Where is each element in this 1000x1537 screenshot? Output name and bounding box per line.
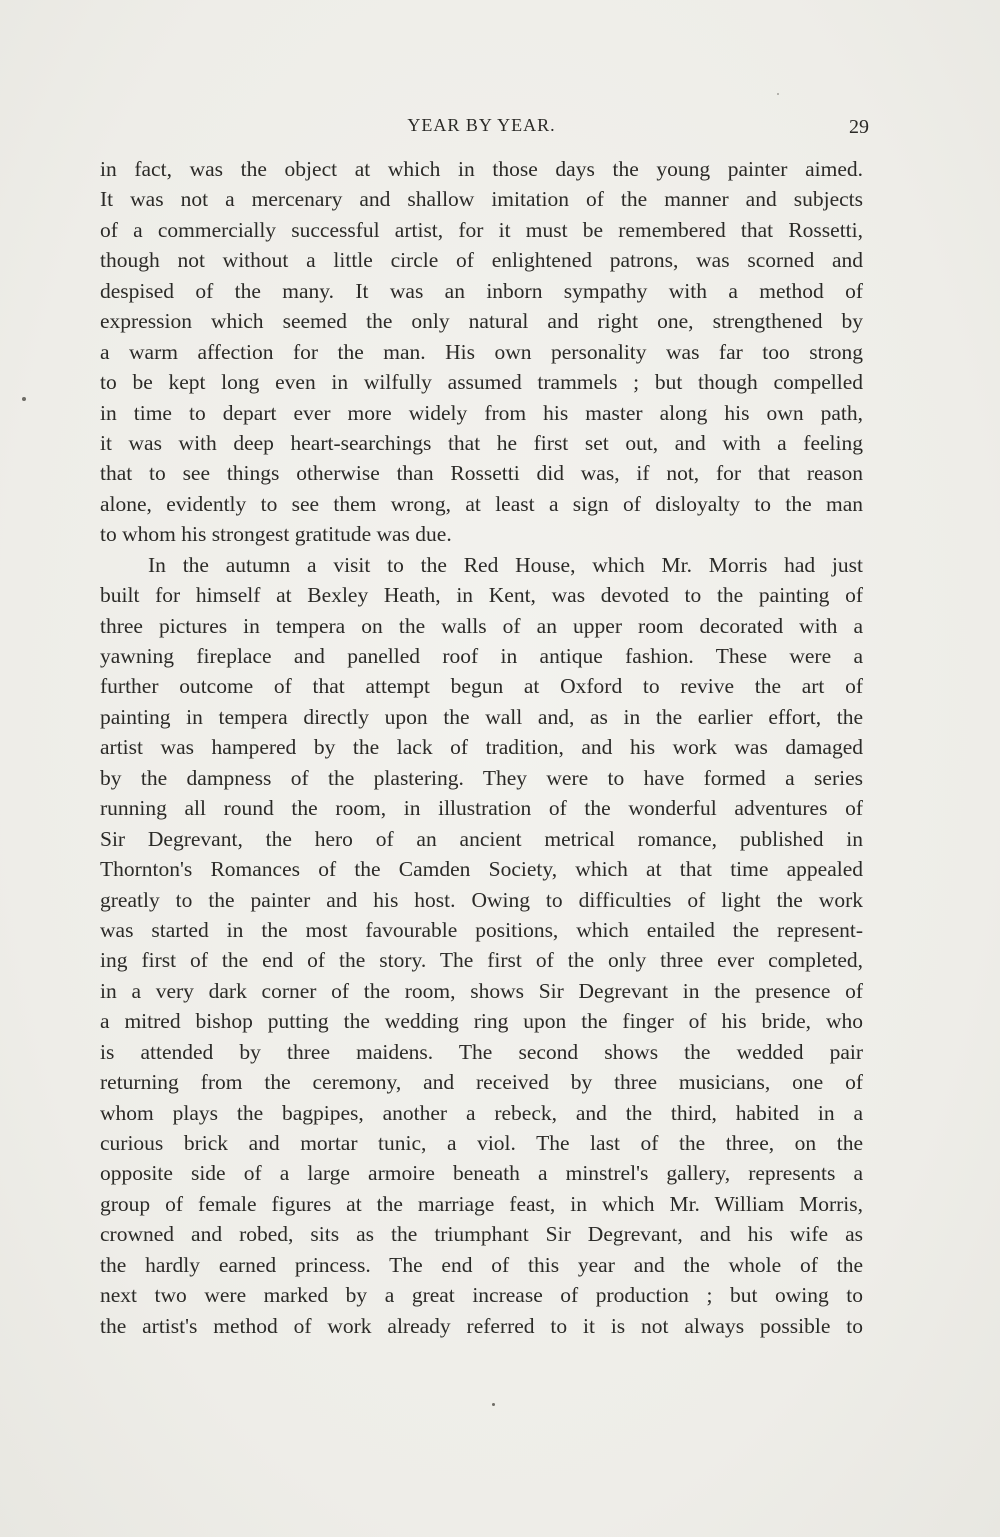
text-line: it was with deep heart-searchings that he first set out, and with a feeling (100, 430, 863, 455)
text-line: crowned and robed, sits as the triumphant Sir Degrevant, and his wife as (100, 1222, 863, 1247)
text-line: of a commercially successful artist, for it must be remembered that Rossetti, (100, 217, 863, 242)
text-line: a mitred bishop putting the wedding ring upon the finger of his bride, who (100, 1009, 863, 1034)
text-line: artist was hampered by the lack of tradition, and his work was damaged (100, 735, 863, 760)
text-line: painting in tempera directly upon the wall and, as in the earlier effort, the (100, 704, 863, 729)
text-line: in fact, was the object at which in those days the young painter aimed. (100, 157, 863, 181)
text-line: to be kept long even in wilfully assumed trammels ; but though compelled (100, 370, 863, 395)
text-line: a warm affection for the man. His own personality was far too strong (100, 339, 863, 364)
paper-speck (22, 397, 26, 401)
text-line: Sir Degrevant, the hero of an ancient metrical romance, published in (100, 826, 863, 851)
text-line: though not without a little circle of enlightened patrons, was scorned and (100, 248, 863, 273)
text-line: next two were marked by a great increase of production ; but owing to (100, 1283, 863, 1308)
text-line: group of female figures at the marriage feast, in which Mr. William Morris, (100, 1191, 863, 1216)
paper-speck (777, 93, 779, 95)
text-line: further outcome of that attempt begun at Oxford to revive the art of (100, 674, 863, 699)
text-line: curious brick and mortar tunic, a viol. The last of the three, on the (100, 1131, 863, 1155)
text-line: returning from the ceremony, and received by three musicians, one of (100, 1070, 863, 1095)
page-number: 29 (849, 116, 869, 138)
text-line: running all round the room, in illustration of the wonderful adventures of (100, 796, 863, 821)
text-line: despised of the many. It was an inborn sympathy with a method of (100, 278, 863, 303)
text-line: the artist's method of work already referred to it is not always possible to (100, 1313, 863, 1338)
text-line: built for himself at Bexley Heath, in Kent, was devoted to the painting of (100, 583, 863, 608)
text-line: whom plays the bagpipes, another a rebeck, and the third, habited in a (100, 1100, 863, 1125)
text-line: greatly to the painter and his host. Owing to difficulties of light the work (100, 887, 863, 912)
text-line: alone, evidently to see them wrong, at least a sign of disloyalty to the man (100, 491, 863, 516)
text-line: Thornton's Romances of the Camden Society, which at that time appealed (100, 857, 863, 882)
text-line: by the dampness of the plastering. They were to have formed a series (100, 765, 863, 790)
text-line: yawning fireplace and panelled roof in antique fashion. These were a (100, 644, 863, 668)
text-line: opposite side of a large armoire beneath a minstrel's gallery, represents a (100, 1161, 863, 1186)
text-line: in a very dark corner of the room, shows Sir Degrevant in the presence of (100, 978, 863, 1003)
paper-speck (492, 1403, 495, 1406)
running-head (100, 113, 869, 141)
running-title: YEAR BY YEAR. (407, 115, 556, 135)
paragraph-first-line: In the autumn a visit to the Red House, which Mr. Morris had just (148, 552, 863, 577)
text-line: in time to depart ever more widely from his master along his own path, (100, 400, 863, 425)
text-line: the hardly earned princess. The end of this year and the whole of the (100, 1252, 863, 1277)
text-line: was started in the most favourable positions, which entailed the represent- (100, 917, 863, 942)
text-line: ing first of the end of the story. The first of the only three ever completed, (100, 948, 863, 973)
text-line: is attended by three maidens. The second shows the wedded pair (100, 1039, 863, 1064)
text-line: It was not a mercenary and shallow imitation of the manner and subjects (100, 187, 863, 212)
text-line: that to see things otherwise than Rossetti did was, if not, for that reason (100, 461, 863, 486)
text-line: three pictures in tempera on the walls of an upper room decorated with a (100, 613, 863, 638)
paragraph-end-line: to whom his strongest gratitude was due. (100, 522, 452, 547)
body-text (100, 154, 863, 1341)
text-line: expression which seemed the only natural and right one, strengthened by (100, 309, 863, 334)
